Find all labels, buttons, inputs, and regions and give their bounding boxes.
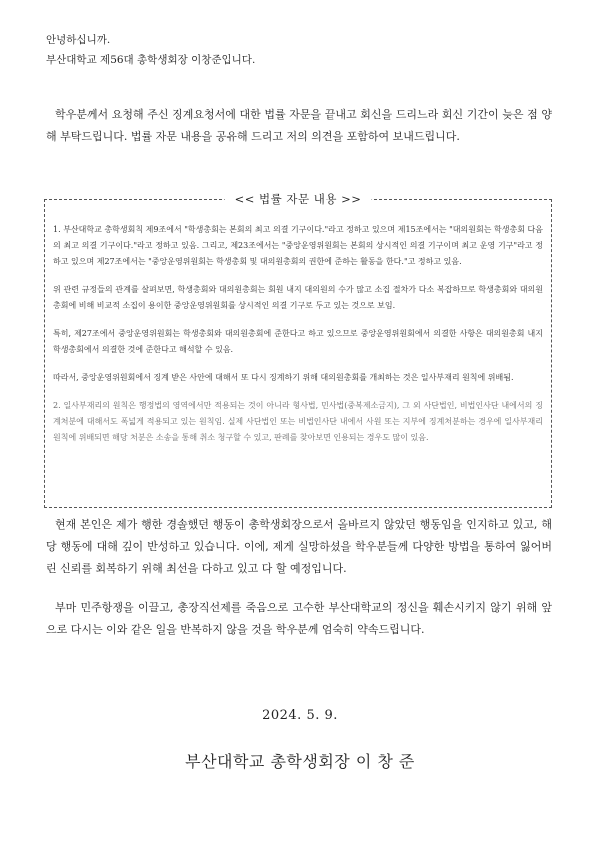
legal-paragraph: 1. 부산대학교 총학생회칙 제9조에서 "학생총회는 본회의 최고 의결 기구이다."라고 정하고 있으며 제15조에서는 "대의원회는 학생총회 다음의 최고 의결 기구이다."라고 정하고 있음. 그리고, 제23조에서는 "중앙운영위원회는 본회의 상시적인 의결 기구이며 최고 운영 기구"라고 정하고 있으며 제27조에서는 "중앙운영위원회는 학생총회 및 대의원총회의 권한에 준하는 활동을 한다."고 정하고 있음.: [53, 225, 543, 266]
greeting: [46, 30, 255, 70]
legal-advice-box: [44, 192, 552, 508]
reflection-paragraph: 현재 본인은 제가 행한 경솔했던 행동이 총학생회장으로서 올바르지 않았던 행동임을 인지하고 있고, 해당 행동에 대해 깊이 반성하고 있습니다. 이에, 제게 실망하셨을 학우분들께 다양한 방법을 통하여 잃어버린 신뢰를 회복하기 위해 최선을 다하고 있고 다 할 예정입니다.: [46, 518, 552, 575]
legal-paragraph: 2. 일사부재리의 원칙은 행정법의 영역에서만 적용되는 것이 아니라 형사법, 민사법(중복제소금지), 그 외 사단법인, 비법인사단 내에서의 징계처분에 대해서도 폭넓게 적용되고 있는 원칙임. 실제 사단법인 또는 비법인사단 내에서 사원 또는 지부에 징계처분하는 경우에 일사부재리 원칙에 위배되면 해당 처분은 소송을 통해 취소 청구할 수 있고, 판례를 찾아보면 인용되는 경우도 많이 있음.: [53, 401, 543, 442]
letter-date: 2024. 5. 9.: [262, 708, 338, 723]
legal-paragraph: 따라서, 중앙운영위원회에서 징계 받은 사안에 대해서 또 다시 징계하기 위해 대의원총회를 개최하는 것은 일사부재리 원칙에 위배됨.: [53, 373, 514, 382]
legal-paragraph: 특히, 제27조에서 중앙운영위원회는 학생총회와 대의원총회에 준한다고 하고 있으므로 중앙운영위원회에서 의결한 사항은 대의원총회 내지 학생총회에서 의결한 것에 준한다고 해석할 수 있음.: [53, 329, 543, 354]
signature-line: 부산대학교 총학생회장 이 창 준: [185, 752, 415, 771]
introduction-line: 부산대학교 제56대 총학생회장 이창준입니다.: [46, 54, 256, 66]
intro-paragraph: 학우분께서 요청해 주신 징계요청서에 대한 법률 자문을 끝내고 회신을 드리느라 회신 기간이 늦은 점 양해 부탁드립니다. 법률 자문 내용을 공유해 드리고 저의 의견을 포함하여 보내드립니다.: [46, 108, 552, 143]
pledge-paragraph: 부마 민주항쟁을 이끌고, 총장직선제를 죽음으로 고수한 부산대학교의 정신을 훼손시키지 않기 위해 앞으로 다시는 이와 같은 일을 반복하지 않을 것을 학우분께 엄숙히 약속드립니다.: [46, 601, 552, 636]
legal-advice-body: [53, 222, 543, 458]
legal-paragraph: 위 관련 규정들의 관계를 살펴보면, 학생총회와 대의원총회는 회원 내지 대의원의 수가 많고 소집 절차가 다소 복잡하므로 학생총회와 대의원총회에 비해 비교적 소집이 용이한 중앙운영위원회를 상시적인 의결 기구로 두고 있는 것으로 보임.: [53, 285, 543, 310]
legal-advice-title: << 법률 자문 내용 >>: [225, 191, 372, 207]
greeting-line: 안녕하십니까.: [46, 34, 111, 46]
